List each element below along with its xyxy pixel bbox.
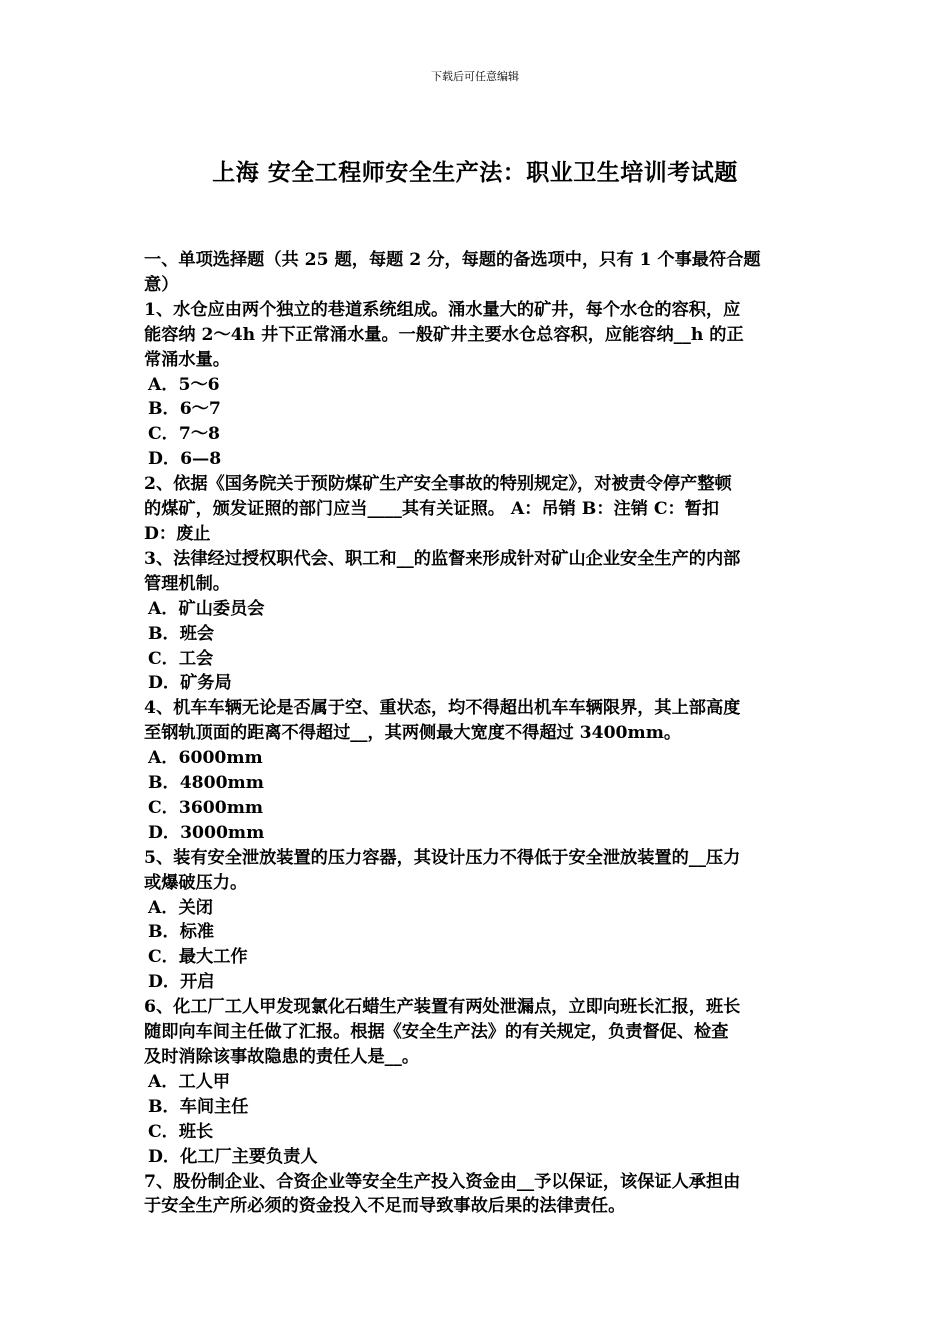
question-text-line: 管理机制。 [144,573,230,594]
answer-option: C．班长 [148,1121,214,1142]
answer-option: D．3000mm [148,822,265,843]
answer-option: C．最大工作 [148,947,248,968]
answer-option: B．6～7 [148,399,221,420]
answer-option: D．开启 [148,972,215,993]
question-text-line: 2、依据《国务院关于预防煤矿生产安全事故的特别规定》，对被责令停产整顿 [144,474,732,495]
question-text-line: 4、机车车辆无论是否属于空、重状态，均不得超出机车车辆限界，其上部高度 [144,698,741,719]
answer-option: A．5～6 [148,374,220,395]
question-7 [144,1170,808,1220]
question-text-line: 常涌水量。 [144,349,230,370]
section-heading-line: 一、单项选择题（共 25 题，每题 2 分，每题的备选项中，只有 1 个事最符合题 [144,250,761,270]
question-list [144,248,808,1219]
answer-option: D．矿务局 [148,673,232,694]
question-text-line: 的煤矿，颁发证照的部门应当____其有关证照。 A：吊销 B：注销 C：暂扣 [144,499,720,520]
document-title: 上海 安全工程师安全生产法：职业卫生培训考试题 [212,159,738,186]
question-1 [144,298,808,472]
question-2 [144,472,808,547]
question-5 [144,846,808,995]
question-text-line: 6、化工厂工人甲发现氯化石蜡生产装置有两处泄漏点，立即向班长汇报，班长 [144,997,741,1018]
question-4 [144,696,808,845]
answer-option: D．6—8 [148,449,222,470]
question-3 [144,547,808,696]
question-text-line: 能容纳 2～4h 井下正常涌水量。一般矿井主要水仓总容积，应能容纳__h 的正 [144,324,744,345]
section-heading-line: 意） [144,274,179,295]
question-text-line: 7、股份制企业、合资企业等安全生产投入资金由__予以保证，该保证人承担由 [144,1171,741,1192]
answer-option: A．矿山委员会 [148,598,265,619]
answer-option: A．关闭 [148,897,213,918]
answer-option: A．工人甲 [148,1071,231,1092]
answer-option: B．班会 [148,623,215,644]
question-text-line: 1、水仓应由两个独立的巷道系统组成。涌水量大的矿井，每个水仓的容积，应 [144,299,741,320]
answer-option: B．4800mm [148,773,264,794]
answer-option: C．工会 [148,648,214,669]
question-text-line: 至钢轨顶面的距离不得超过__，其两侧最大宽度不得超过 3400mm。 [144,723,682,744]
question-text-line: 随即向车间主任做了汇报。根据《安全生产法》的有关规定，负责督促、检查 [144,1022,729,1043]
question-6 [144,995,808,1169]
question-text-line: 及时消除该事故隐患的责任人是__。 [144,1047,420,1067]
question-text-line: 3、法律经过授权职代会、职工和__的监督来形成针对矿山企业安全生产的内部 [144,548,741,569]
question-text-line: 5、装有安全泄放装置的压力容器，其设计压力不得低于安全泄放装置的__压力 [144,847,741,868]
answer-option: B．车间主任 [148,1096,249,1117]
question-text-line: D：废止 [144,523,211,544]
answer-option: B．标准 [148,922,215,943]
header-note: 下载后可任意编辑 [431,70,519,83]
question-text-line: 于安全生产所必须的资金投入不足而导致事故后果的法律责任。 [144,1196,626,1217]
answer-option: D．化工厂主要负责人 [148,1146,318,1167]
answer-option: C．3600mm [148,797,264,818]
answer-option: A．6000mm [148,748,263,769]
answer-option: C．7～8 [148,424,220,445]
question-text-line: 或爆破压力。 [144,872,248,893]
